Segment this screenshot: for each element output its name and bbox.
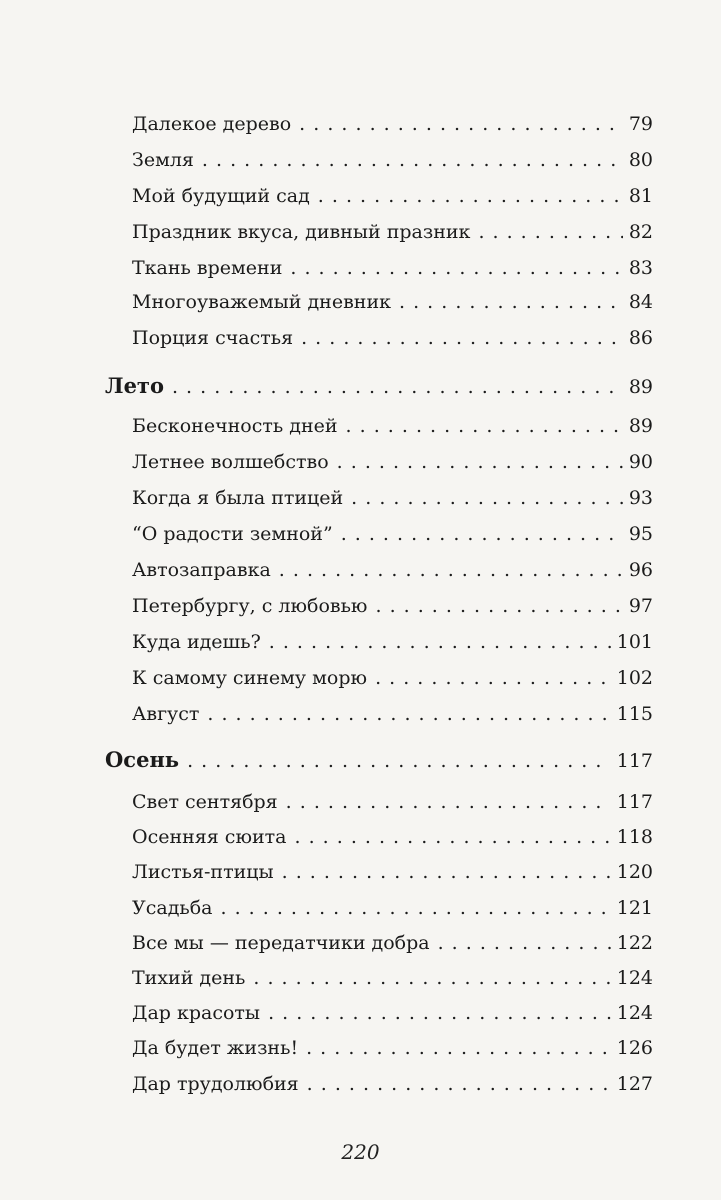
- toc-entry: [132, 256, 653, 280]
- page-number: 220: [341, 1140, 380, 1164]
- toc-entry: [132, 931, 653, 955]
- leader-dots: [279, 558, 623, 582]
- leader-dots: [221, 896, 611, 920]
- leader-dots: [307, 1072, 611, 1096]
- toc-section-page: 117: [616, 750, 653, 772]
- toc-entry-page: 117: [616, 791, 653, 813]
- toc-entry-page: 89: [628, 415, 653, 437]
- toc-entry-title: Все мы — передатчики добра: [132, 932, 430, 954]
- toc-entry-title: “О радости земной”: [132, 523, 333, 545]
- toc-entry-page: 84: [628, 291, 653, 313]
- leader-dots: [268, 1001, 611, 1025]
- toc-entry-page: 79: [628, 113, 653, 135]
- toc-entry-title: Петербургу, с любовью: [132, 595, 368, 617]
- toc-entry: [132, 326, 653, 350]
- leader-dots: [269, 630, 611, 654]
- leader-dots: [290, 256, 622, 280]
- toc-entry-title: Порция счастья: [132, 327, 294, 349]
- toc-entry: [132, 860, 653, 884]
- toc-entry-title: Земля: [132, 149, 194, 171]
- toc-entry: [132, 790, 653, 814]
- toc-entry-title: Усадьба: [132, 897, 213, 919]
- toc-entry-page: 124: [616, 967, 653, 989]
- leader-dots: [399, 290, 623, 314]
- leader-dots: [306, 1036, 611, 1060]
- toc-entry-title: Далекое дерево: [132, 113, 292, 135]
- toc-entry-page: 80: [628, 149, 653, 171]
- leader-dots: [172, 375, 623, 399]
- leader-dots: [295, 825, 611, 849]
- toc-entry: [132, 220, 653, 244]
- leader-dots: [351, 486, 623, 510]
- toc-entry: [132, 486, 653, 510]
- leader-dots: [478, 220, 622, 244]
- leader-dots: [202, 148, 623, 172]
- toc-entry-page: 93: [628, 487, 653, 509]
- toc-entry-title: Да будет жизнь!: [132, 1037, 299, 1059]
- toc-entry: [132, 1036, 653, 1060]
- toc-entry-page: 83: [628, 257, 653, 279]
- toc-entry-title: Дар трудолюбия: [132, 1073, 299, 1095]
- toc-entry: [132, 702, 653, 726]
- toc-entry-title: Многоуважемый дневник: [132, 291, 391, 313]
- toc-section: [105, 748, 653, 773]
- toc-entry-page: 118: [616, 826, 653, 848]
- toc-section-title: Лето: [105, 373, 164, 398]
- toc-entry: [132, 112, 653, 136]
- toc-section-title: Осень: [105, 747, 180, 772]
- toc-entry-title: Август: [132, 703, 200, 725]
- leader-dots: [299, 112, 623, 136]
- toc-entry-page: 127: [616, 1073, 653, 1095]
- toc-entry-title: Осенняя сюита: [132, 826, 287, 848]
- leader-dots: [318, 184, 623, 208]
- toc-entry-title: Листья-птицы: [132, 861, 274, 883]
- toc-entry-page: 102: [616, 667, 653, 689]
- leader-dots: [301, 326, 623, 350]
- toc-entry-title: Дар красоты: [132, 1002, 261, 1024]
- toc-entry-page: 96: [628, 559, 653, 581]
- toc-entry-page: 120: [616, 861, 653, 883]
- toc-entry-title: Куда идешь?: [132, 631, 261, 653]
- toc-entry: [132, 290, 653, 314]
- toc-entry-page: 122: [616, 932, 653, 954]
- toc-section: [105, 374, 653, 399]
- toc-entry-page: 115: [616, 703, 653, 725]
- toc-entry-title: К самому синему морю: [132, 667, 368, 689]
- leader-dots: [282, 860, 611, 884]
- toc-entry: [132, 1072, 653, 1096]
- toc-entry: [132, 558, 653, 582]
- toc-entry-title: Бесконечность дней: [132, 415, 338, 437]
- leader-dots: [187, 749, 611, 773]
- toc-entry: [132, 966, 653, 990]
- toc-entry-title: Тихий день: [132, 967, 246, 989]
- toc-entry: [132, 522, 653, 546]
- toc-entry: [132, 630, 653, 654]
- toc-entry: [132, 414, 653, 438]
- toc-entry-title: Ткань времени: [132, 257, 283, 279]
- toc-entry: [132, 594, 653, 618]
- leader-dots: [337, 450, 623, 474]
- toc-entry-title: Летнее волшебство: [132, 451, 329, 473]
- leader-dots: [438, 931, 611, 955]
- toc-entry: [132, 184, 653, 208]
- toc-entry-page: 126: [616, 1037, 653, 1059]
- leader-dots: [207, 702, 610, 726]
- toc-entry: [132, 148, 653, 172]
- toc-section-page: 89: [628, 376, 653, 398]
- toc-entry-page: 82: [628, 221, 653, 243]
- toc-entry-page: 121: [616, 897, 653, 919]
- toc-entry-title: Когда я была птицей: [132, 487, 344, 509]
- toc-entry: [132, 825, 653, 849]
- toc-entry: [132, 666, 653, 690]
- toc-entry: [132, 1001, 653, 1025]
- leader-dots: [375, 666, 611, 690]
- leader-dots: [286, 790, 611, 814]
- toc-entry-page: 95: [628, 523, 653, 545]
- toc-entry-page: 86: [628, 327, 653, 349]
- leader-dots: [375, 594, 622, 618]
- toc-entry-title: Автозаправка: [132, 559, 271, 581]
- toc-entry-page: 90: [628, 451, 653, 473]
- leader-dots: [346, 414, 623, 438]
- leader-dots: [341, 522, 623, 546]
- toc-entry-page: 81: [628, 185, 653, 207]
- toc-entry-page: 101: [616, 631, 653, 653]
- toc-entry: [132, 896, 653, 920]
- toc-entry: [132, 450, 653, 474]
- toc-entry-page: 97: [628, 595, 653, 617]
- toc-entry-title: Праздник вкуса, дивный празник: [132, 221, 471, 243]
- leader-dots: [253, 966, 610, 990]
- toc-entry-title: Свет сентября: [132, 791, 278, 813]
- toc-entry-page: 124: [616, 1002, 653, 1024]
- toc-entry-title: Мой будущий сад: [132, 185, 310, 207]
